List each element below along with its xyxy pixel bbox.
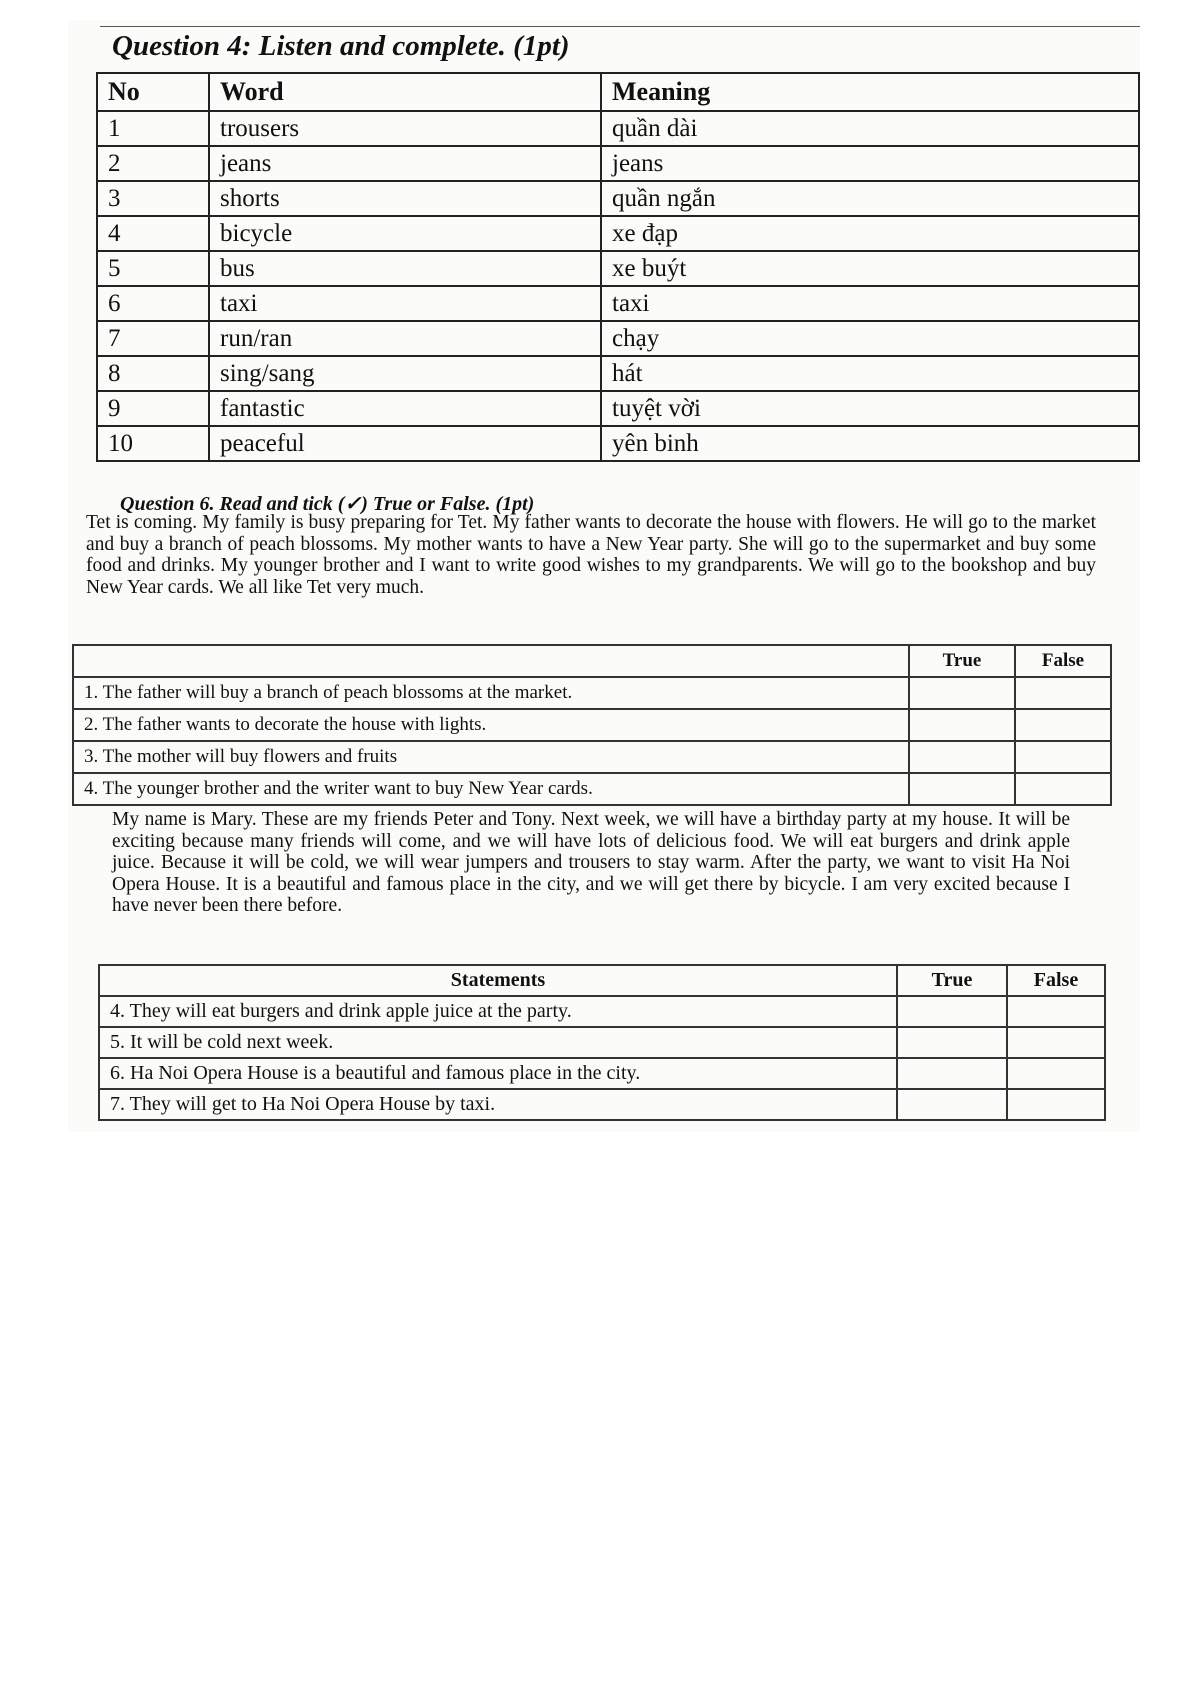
false-header: False: [1015, 645, 1111, 677]
table-row: [99, 1027, 1105, 1058]
row-number: 5: [97, 251, 209, 286]
statements-header: Statements: [99, 965, 897, 996]
statement-cell: 6. Ha Noi Opera House is a beautiful and famous place in the city.: [99, 1058, 897, 1089]
false-checkbox-cell[interactable]: [1015, 677, 1111, 709]
meaning-cell: chạy: [601, 321, 1139, 356]
statement-header: [73, 645, 909, 677]
false-checkbox-cell[interactable]: [1007, 1089, 1105, 1120]
true-checkbox-cell[interactable]: [897, 996, 1007, 1027]
word-cell: sing/sang: [209, 356, 601, 391]
true-checkbox-cell[interactable]: [897, 1089, 1007, 1120]
word-cell: taxi: [209, 286, 601, 321]
row-number: 7: [97, 321, 209, 356]
true-false-table-birthday: [98, 964, 1106, 1121]
row-number: 1: [97, 111, 209, 146]
true-checkbox-cell[interactable]: [909, 741, 1015, 773]
table-row: [99, 1058, 1105, 1089]
statement-cell: 4. They will eat burgers and drink apple juice at the party.: [99, 996, 897, 1027]
question-4-title: Question 4: Listen and complete. (1pt): [112, 30, 570, 62]
meaning-cell: tuyệt vời: [601, 391, 1139, 426]
false-header: False: [1007, 965, 1105, 996]
false-checkbox-cell[interactable]: [1007, 1027, 1105, 1058]
true-header: True: [897, 965, 1007, 996]
table-header-row: [99, 965, 1105, 996]
vocabulary-table: [96, 72, 1140, 462]
column-header-meaning: Meaning: [601, 73, 1139, 111]
meaning-cell: hát: [601, 356, 1139, 391]
table-row: [97, 216, 1139, 251]
table-row: [97, 251, 1139, 286]
false-checkbox-cell[interactable]: [1007, 1058, 1105, 1089]
row-number: 8: [97, 356, 209, 391]
meaning-cell: quần dài: [601, 111, 1139, 146]
meaning-cell: quần ngắn: [601, 181, 1139, 216]
table-row: [99, 1089, 1105, 1120]
false-checkbox-cell[interactable]: [1015, 709, 1111, 741]
table-header-row: [73, 645, 1111, 677]
true-checkbox-cell[interactable]: [909, 709, 1015, 741]
question-6-title: Question 6. Read and tick (✓) True or False. (1pt): [120, 493, 535, 515]
meaning-cell: xe buýt: [601, 251, 1139, 286]
word-cell: trousers: [209, 111, 601, 146]
tet-passage: Tet is coming. My family is busy preparing for Tet. My father wants to decorate the house with flowers. He will go to the market and buy a branch of peach blossoms. My mother wants to have a New Year party. She will go to the supermarket and buy some food and drinks. My younger brother and I want to write good wishes to my grandparents. We will go to the bookshop and buy New Year cards. We all like Tet very much.: [86, 512, 1096, 598]
birthday-passage: My name is Mary. These are my friends Peter and Tony. Next week, we will have a birthday party at my house. It will be exciting because many friends will come, and we will have lots of delicious food. We will eat burgers and drink apple juice. Because it will be cold, we will wear jumpers and trousers to stay warm. After the party, we want to visit Ha Noi Opera House. It is a beautiful and famous place in the city, and we will get there by bicycle. I am very excited because I have never been there before.: [112, 809, 1070, 916]
table-row: [97, 426, 1139, 461]
false-checkbox-cell[interactable]: [1007, 996, 1105, 1027]
table-row: [73, 741, 1111, 773]
meaning-cell: xe đạp: [601, 216, 1139, 251]
table-row: [73, 677, 1111, 709]
table-row: [97, 111, 1139, 146]
row-number: 2: [97, 146, 209, 181]
statement-cell: 2. The father wants to decorate the house with lights.: [73, 709, 909, 741]
word-cell: jeans: [209, 146, 601, 181]
top-rule: [100, 26, 1140, 27]
true-checkbox-cell[interactable]: [897, 1058, 1007, 1089]
row-number: 4: [97, 216, 209, 251]
statement-cell: 7. They will get to Ha Noi Opera House by taxi.: [99, 1089, 897, 1120]
true-false-table-tet: [72, 644, 1112, 806]
column-header-word: Word: [209, 73, 601, 111]
row-number: 10: [97, 426, 209, 461]
table-row: [97, 286, 1139, 321]
row-number: 3: [97, 181, 209, 216]
word-cell: bus: [209, 251, 601, 286]
table-row: [97, 321, 1139, 356]
table-header-row: [97, 73, 1139, 111]
meaning-cell: taxi: [601, 286, 1139, 321]
column-header-no: No: [97, 73, 209, 111]
word-cell: bicycle: [209, 216, 601, 251]
table-row: [97, 391, 1139, 426]
false-checkbox-cell[interactable]: [1015, 773, 1111, 805]
table-row: [73, 709, 1111, 741]
word-cell: shorts: [209, 181, 601, 216]
statement-cell: 1. The father will buy a branch of peach blossoms at the market.: [73, 677, 909, 709]
statement-cell: 4. The younger brother and the writer want to buy New Year cards.: [73, 773, 909, 805]
meaning-cell: jeans: [601, 146, 1139, 181]
meaning-cell: yên binh: [601, 426, 1139, 461]
table-row: [73, 773, 1111, 805]
true-checkbox-cell[interactable]: [897, 1027, 1007, 1058]
table-row: [97, 356, 1139, 391]
true-checkbox-cell[interactable]: [909, 773, 1015, 805]
statement-cell: 3. The mother will buy flowers and fruits: [73, 741, 909, 773]
true-checkbox-cell[interactable]: [909, 677, 1015, 709]
table-row: [97, 146, 1139, 181]
table-row: [99, 996, 1105, 1027]
true-header: True: [909, 645, 1015, 677]
row-number: 9: [97, 391, 209, 426]
statement-cell: 5. It will be cold next week.: [99, 1027, 897, 1058]
word-cell: run/ran: [209, 321, 601, 356]
false-checkbox-cell[interactable]: [1015, 741, 1111, 773]
row-number: 6: [97, 286, 209, 321]
word-cell: fantastic: [209, 391, 601, 426]
word-cell: peaceful: [209, 426, 601, 461]
table-row: [97, 181, 1139, 216]
